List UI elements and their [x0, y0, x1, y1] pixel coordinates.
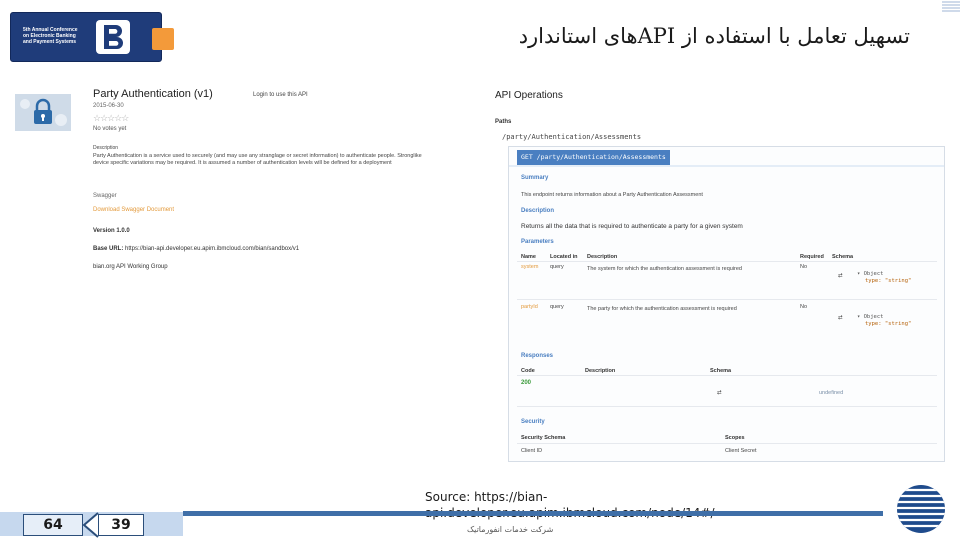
- param-required: No: [800, 304, 808, 310]
- votes-text: No votes yet: [93, 126, 127, 132]
- bank-b-icon: [93, 17, 133, 57]
- schema-toggle-icon[interactable]: ⇄: [838, 315, 843, 321]
- logo-text: [23, 27, 103, 45]
- col-name: Name: [521, 254, 536, 260]
- logo-line: on Electronic Banking: [23, 33, 76, 39]
- login-link[interactable]: Login to use this API: [253, 92, 308, 98]
- param-located: query: [550, 264, 564, 270]
- col-description: Description: [587, 254, 618, 260]
- source-citation: Source: https://bian-: [425, 490, 548, 504]
- description-label: Description: [93, 145, 119, 151]
- logo-accent-square: [152, 28, 174, 50]
- footer-company-name: شرکت خدمات انفورماتیک: [467, 525, 554, 534]
- download-swagger-link[interactable]: Download Swagger Document: [93, 207, 175, 213]
- param-name: system: [521, 264, 539, 270]
- description-heading: Description: [521, 208, 555, 214]
- schema-line: ▾ Object: [857, 271, 884, 277]
- table-divider: [517, 406, 937, 407]
- rating-stars[interactable]: ☆☆☆☆☆: [93, 113, 129, 123]
- security-schema-value: Client ID: [521, 448, 543, 454]
- responses-label: Responses: [521, 353, 554, 359]
- table-divider: [517, 375, 937, 376]
- col-scopes: Scopes: [725, 435, 745, 441]
- col-schema: Schema: [710, 368, 732, 374]
- page-number: 64: [23, 514, 83, 536]
- product-title: Party Authentication (v1): [93, 88, 213, 100]
- logo-line: 5th Annual Conference: [23, 27, 78, 33]
- schema-line: type: "string": [865, 278, 912, 284]
- col-located: Located in: [550, 254, 578, 260]
- table-divider: [517, 261, 937, 262]
- param-name: partyId: [521, 304, 538, 310]
- api-path-link[interactable]: /party/Authentication/Assessments: [502, 133, 642, 141]
- logo-line: and Payment Systems: [23, 39, 77, 45]
- base-url: [93, 246, 299, 252]
- schema-object: [857, 271, 945, 293]
- param-required: No: [800, 264, 808, 270]
- product-date: 2015-06-30: [93, 103, 124, 109]
- working-group: bian.org API Working Group: [93, 264, 168, 270]
- col-required: Required: [800, 254, 824, 260]
- schema-line: type: "string": [865, 321, 912, 327]
- table-divider: [517, 443, 937, 444]
- col-schema: Schema: [832, 254, 854, 260]
- col-code: Code: [521, 368, 535, 374]
- footer-bar: [183, 511, 883, 516]
- param-description: The system for which the authentication assessment is required: [587, 266, 742, 272]
- version-text: Version 1.0.0: [93, 228, 130, 234]
- schema-toggle-icon[interactable]: ⇄: [838, 273, 843, 279]
- api-portal-screenshot: [10, 84, 945, 470]
- operation-tag[interactable]: GET /party/Authentication/Assessments: [517, 150, 670, 165]
- api-operations-heading: API Operations: [495, 90, 563, 101]
- schema-toggle-icon[interactable]: ⇄: [717, 390, 722, 396]
- company-globe-logo: [896, 484, 946, 534]
- response-schema: undefined: [819, 390, 844, 396]
- slide-number: 39: [98, 514, 144, 536]
- corner-decoration: [938, 0, 960, 14]
- col-security-schema: Security Schema: [521, 435, 566, 441]
- operation-panel: [508, 146, 945, 462]
- table-divider: [517, 299, 937, 300]
- party-authentication-image: [15, 94, 71, 131]
- param-located: query: [550, 304, 564, 310]
- response-code: 200: [521, 380, 532, 386]
- security-scope-value: Client Secret: [725, 448, 757, 454]
- schema-line: ▾ Object: [857, 314, 884, 320]
- param-description: The party for which the authentication assessment is required: [587, 306, 737, 312]
- summary-label: Summary: [521, 175, 549, 181]
- conference-logo: [10, 12, 162, 62]
- divider: [509, 165, 944, 167]
- base-url-value: https://bian-api.developer.eu.apim.ibmcloud.com/bian/sandbox/v1: [125, 246, 300, 252]
- summary-text: This endpoint returns information about a Party Authentication Assessment: [521, 192, 703, 198]
- description-line: Party Authentication is a service used to securely (and may use any stranglage or secret information) to authenticate people. Stronglike: [93, 153, 422, 159]
- col-description: Description: [585, 368, 616, 374]
- product-description: [93, 153, 488, 167]
- slide-title: تسهیل تعامل با استفاده از APIهای استاندارد: [518, 24, 910, 48]
- parameters-label: Parameters: [521, 239, 554, 245]
- schema-object: [857, 314, 945, 336]
- paths-label: Paths: [495, 119, 512, 125]
- description-line: device specific variations may be required. It is assumed a number of authentication levels will be defined for a deployment: [93, 160, 392, 166]
- swagger-label: Swagger: [93, 193, 117, 199]
- padlock-icon: [15, 94, 71, 131]
- security-label: Security: [521, 419, 545, 425]
- operation-description: Returns all the data that is required to authenticate a party for a given system: [521, 223, 743, 230]
- base-url-label: Base URL:: [93, 246, 124, 252]
